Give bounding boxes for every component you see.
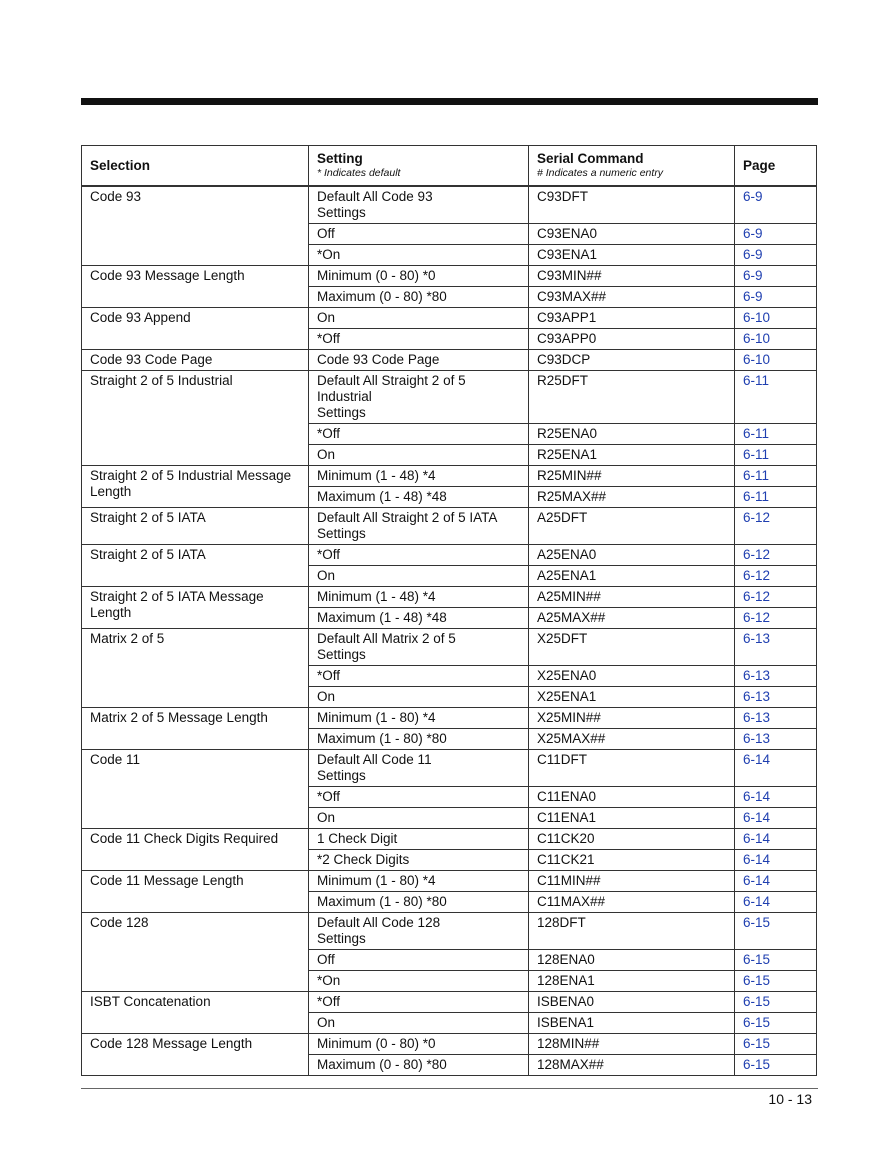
page-link-cell: [735, 1054, 817, 1075]
selection-cell: Code 11: [82, 749, 309, 828]
table-row: [82, 265, 817, 286]
setting-cell: Minimum (1 - 48) *4: [309, 586, 529, 607]
selection-cell: Straight 2 of 5 Industrial: [82, 370, 309, 465]
page-link[interactable]: 6-11: [743, 488, 770, 504]
header-serial-note: # Indicates a numeric entry: [537, 167, 664, 180]
page-link[interactable]: 6-13: [743, 630, 771, 646]
setting-cell: *Off: [309, 544, 529, 565]
header-setting: Setting * Indicates default: [309, 146, 529, 186]
serial-command-cell: ISBENA0: [529, 991, 735, 1012]
page-link-cell: [735, 628, 817, 665]
page-link[interactable]: 6-11: [743, 467, 770, 483]
page-link[interactable]: 6-10: [743, 351, 771, 367]
serial-command-cell: X25DFT: [529, 628, 735, 665]
page-link-cell: [735, 286, 817, 307]
page-link-cell: [735, 586, 817, 607]
setting-cell: Code 93 Code Page: [309, 349, 529, 370]
setting-cell: On: [309, 686, 529, 707]
bottom-rule: [81, 1088, 818, 1089]
page-link[interactable]: 6-9: [743, 225, 763, 241]
page-link[interactable]: 6-13: [743, 730, 771, 746]
setting-cell: Off: [309, 949, 529, 970]
page-link-cell: [735, 912, 817, 949]
page-link-cell: [735, 870, 817, 891]
page-link[interactable]: 6-10: [743, 330, 771, 346]
setting-cell: Default All Straight 2 of 5 IATA Settings: [309, 507, 529, 544]
setting-cell: *Off: [309, 786, 529, 807]
serial-command-cell: C11MIN##: [529, 870, 735, 891]
header-selection: Selection: [82, 146, 309, 186]
page-link-cell: [735, 370, 817, 423]
setting-cell: *Off: [309, 423, 529, 444]
page-link-cell: [735, 465, 817, 486]
page-link[interactable]: 6-11: [743, 372, 770, 388]
page-link[interactable]: 6-15: [743, 951, 771, 967]
serial-command-cell: R25ENA1: [529, 444, 735, 465]
serial-command-cell: C11CK21: [529, 849, 735, 870]
setting-cell: Default All Straight 2 of 5 Industrial Settings: [309, 370, 529, 423]
page-link-cell: [735, 265, 817, 286]
selection-cell: Code 93 Append: [82, 307, 309, 349]
serial-command-cell: X25ENA1: [529, 686, 735, 707]
serial-command-cell: X25MAX##: [529, 728, 735, 749]
table-header-row: [82, 146, 817, 186]
header-page: Page: [735, 146, 817, 186]
page-link-cell: [735, 507, 817, 544]
selection-cell: Code 11 Message Length: [82, 870, 309, 912]
serial-command-cell: C11MAX##: [529, 891, 735, 912]
page-link[interactable]: 6-15: [743, 972, 771, 988]
page-link[interactable]: 6-12: [743, 509, 771, 525]
serial-command-cell: A25MAX##: [529, 607, 735, 628]
page-link-cell: [735, 544, 817, 565]
selection-cell: ISBT Concatenation: [82, 991, 309, 1033]
page-link-cell: [735, 486, 817, 507]
setting-cell: *Off: [309, 991, 529, 1012]
table-row: [82, 307, 817, 328]
table-row: [82, 991, 817, 1012]
setting-cell: Maximum (1 - 48) *48: [309, 607, 529, 628]
serial-command-cell: C11ENA0: [529, 786, 735, 807]
serial-command-cell: R25ENA0: [529, 423, 735, 444]
serial-command-cell: 128MIN##: [529, 1033, 735, 1054]
page-link[interactable]: 6-15: [743, 993, 771, 1009]
setting-cell: Maximum (1 - 80) *80: [309, 728, 529, 749]
page-link-cell: [735, 991, 817, 1012]
serial-command-cell: X25MIN##: [529, 707, 735, 728]
serial-command-cell: C93MIN##: [529, 265, 735, 286]
setting-cell: On: [309, 565, 529, 586]
setting-cell: Off: [309, 223, 529, 244]
page-link-cell: [735, 749, 817, 786]
serial-command-cell: C93DCP: [529, 349, 735, 370]
table-body: [82, 186, 817, 1076]
serial-command-cell: A25ENA0: [529, 544, 735, 565]
selection-cell: Code 93 Message Length: [82, 265, 309, 307]
table-row: [82, 749, 817, 786]
setting-cell: On: [309, 807, 529, 828]
serial-command-cell: 128DFT: [529, 912, 735, 949]
serial-command-table: [81, 145, 817, 1076]
setting-cell: Default All Matrix 2 of 5 Settings: [309, 628, 529, 665]
serial-command-cell: C11ENA1: [529, 807, 735, 828]
page-link[interactable]: 6-12: [743, 609, 771, 625]
table-row: [82, 465, 817, 486]
serial-command-cell: 128MAX##: [529, 1054, 735, 1075]
setting-cell: Minimum (1 - 48) *4: [309, 465, 529, 486]
page-link-cell: [735, 786, 817, 807]
selection-cell: Straight 2 of 5 IATA: [82, 507, 309, 544]
page-link[interactable]: 6-12: [743, 567, 771, 583]
table-row: [82, 370, 817, 423]
setting-cell: 1 Check Digit: [309, 828, 529, 849]
page-link-cell: [735, 849, 817, 870]
page-link-cell: [735, 707, 817, 728]
page-link-cell: [735, 1012, 817, 1033]
serial-command-cell: A25ENA1: [529, 565, 735, 586]
setting-cell: Default All Code 128 Settings: [309, 912, 529, 949]
header-setting-note: * Indicates default: [317, 167, 401, 180]
page-link-cell: [735, 307, 817, 328]
serial-command-cell: A25DFT: [529, 507, 735, 544]
page-link-cell: [735, 423, 817, 444]
setting-cell: Minimum (1 - 80) *4: [309, 870, 529, 891]
page-link-cell: [735, 686, 817, 707]
page-link[interactable]: 6-14: [743, 851, 771, 867]
page-link[interactable]: 6-13: [743, 688, 771, 704]
setting-cell: *On: [309, 970, 529, 991]
setting-cell: *Off: [309, 328, 529, 349]
page-number: 10 - 13: [768, 1091, 812, 1107]
table-row: [82, 828, 817, 849]
selection-cell: Code 93: [82, 186, 309, 266]
serial-command-cell: ISBENA1: [529, 1012, 735, 1033]
page-link-cell: [735, 186, 817, 224]
serial-command-cell: C93ENA0: [529, 223, 735, 244]
setting-cell: On: [309, 307, 529, 328]
serial-command-cell: A25MIN##: [529, 586, 735, 607]
page-link-cell: [735, 728, 817, 749]
page-link[interactable]: 6-15: [743, 1056, 771, 1072]
page-link[interactable]: 6-11: [743, 446, 770, 462]
selection-cell: Matrix 2 of 5: [82, 628, 309, 707]
page-link-cell: [735, 1033, 817, 1054]
serial-command-cell: C93APP0: [529, 328, 735, 349]
setting-cell: Default All Code 93 Settings: [309, 186, 529, 224]
selection-cell: Code 93 Code Page: [82, 349, 309, 370]
page-link[interactable]: 6-9: [743, 288, 763, 304]
table-row: [82, 349, 817, 370]
selection-cell: Matrix 2 of 5 Message Length: [82, 707, 309, 749]
page-link[interactable]: 6-12: [743, 588, 771, 604]
setting-cell: *On: [309, 244, 529, 265]
page-link[interactable]: 6-14: [743, 830, 771, 846]
page-link[interactable]: 6-13: [743, 709, 771, 725]
page-link-cell: [735, 891, 817, 912]
table-row: [82, 912, 817, 949]
page-link-cell: [735, 665, 817, 686]
page-link-cell: [735, 244, 817, 265]
setting-cell: Maximum (1 - 48) *48: [309, 486, 529, 507]
page-link[interactable]: 6-14: [743, 893, 771, 909]
page-link[interactable]: 6-9: [743, 267, 763, 283]
table-row: [82, 507, 817, 544]
serial-command-cell: C93DFT: [529, 186, 735, 224]
selection-cell: Straight 2 of 5 Industrial Message Length: [82, 465, 309, 507]
setting-cell: Minimum (0 - 80) *0: [309, 1033, 529, 1054]
page-link[interactable]: 6-13: [743, 667, 771, 683]
serial-command-cell: R25DFT: [529, 370, 735, 423]
serial-command-cell: C93APP1: [529, 307, 735, 328]
serial-command-cell: C11DFT: [529, 749, 735, 786]
header-serial-command: Serial Command # Indicates a numeric entry: [529, 146, 735, 186]
serial-command-cell: 128ENA1: [529, 970, 735, 991]
setting-cell: On: [309, 1012, 529, 1033]
setting-cell: Maximum (0 - 80) *80: [309, 286, 529, 307]
setting-cell: Minimum (0 - 80) *0: [309, 265, 529, 286]
serial-command-cell: C11CK20: [529, 828, 735, 849]
page-link-cell: [735, 223, 817, 244]
table-row: [82, 870, 817, 891]
page-link-cell: [735, 349, 817, 370]
table-row: [82, 1033, 817, 1054]
serial-command-cell: X25ENA0: [529, 665, 735, 686]
table-row: [82, 628, 817, 665]
setting-cell: On: [309, 444, 529, 465]
page-link[interactable]: 6-9: [743, 246, 763, 262]
page-link-cell: [735, 565, 817, 586]
table-row: [82, 586, 817, 607]
serial-command-cell: C93MAX##: [529, 286, 735, 307]
page-link[interactable]: 6-15: [743, 1035, 771, 1051]
page-link-cell: [735, 807, 817, 828]
serial-command-cell: 128ENA0: [529, 949, 735, 970]
serial-command-cell: C93ENA1: [529, 244, 735, 265]
page-link-cell: [735, 328, 817, 349]
page-link[interactable]: 6-14: [743, 788, 771, 804]
selection-cell: Code 11 Check Digits Required: [82, 828, 309, 870]
setting-cell: Default All Code 11 Settings: [309, 749, 529, 786]
page-link[interactable]: 6-9: [743, 188, 763, 204]
page-link[interactable]: 6-15: [743, 914, 771, 930]
table-row: [82, 707, 817, 728]
table-row: [82, 544, 817, 565]
setting-cell: *Off: [309, 665, 529, 686]
page-link[interactable]: 6-14: [743, 751, 771, 767]
page-link-cell: [735, 970, 817, 991]
page-link-cell: [735, 607, 817, 628]
selection-cell: Code 128 Message Length: [82, 1033, 309, 1075]
page-link[interactable]: 6-15: [743, 1014, 771, 1030]
page-link[interactable]: 6-12: [743, 546, 771, 562]
setting-cell: Maximum (1 - 80) *80: [309, 891, 529, 912]
page-link[interactable]: 6-14: [743, 809, 771, 825]
setting-cell: *2 Check Digits: [309, 849, 529, 870]
page-link-cell: [735, 949, 817, 970]
page-link-cell: [735, 828, 817, 849]
setting-cell: Minimum (1 - 80) *4: [309, 707, 529, 728]
top-rule: [81, 98, 818, 105]
serial-command-cell: R25MIN##: [529, 465, 735, 486]
page-link-cell: [735, 444, 817, 465]
selection-cell: Straight 2 of 5 IATA Message Length: [82, 586, 309, 628]
selection-cell: Code 128: [82, 912, 309, 991]
page-link[interactable]: 6-14: [743, 872, 771, 888]
selection-cell: Straight 2 of 5 IATA: [82, 544, 309, 586]
table-row: [82, 186, 817, 224]
page-link[interactable]: 6-11: [743, 425, 770, 441]
serial-command-cell: R25MAX##: [529, 486, 735, 507]
setting-cell: Maximum (0 - 80) *80: [309, 1054, 529, 1075]
page-link[interactable]: 6-10: [743, 309, 771, 325]
